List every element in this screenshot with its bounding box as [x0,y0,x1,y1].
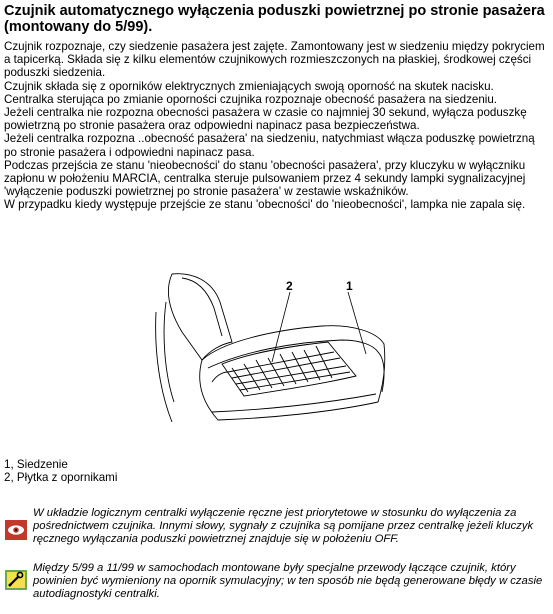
paragraph: Jeżeli centralka nie rozpozna obecności pasażera w czasie co najmniej 30 sekund, wyłącza poduszkę powietrzną po stronie pasażera oraz odpowiedni napinacz pasa bezpieczeństwa. [4,106,527,133]
paragraph: W przypadku kiedy występuje przejście ze stanu 'obecności' do 'nieobecności', lampka nie zapala się. [4,198,526,212]
note-manual-override: W układzie logicznym centralki wyłączenie ręczne jest priorytetowe w stosunku do wyłączenia za pośrednictwem czujnika. Innymi słowy, sygnały z czujnika są pomijane przez centralkę jeżeli kluczyk ręcznego wyłączania poduszki powietrznej znajduje się w położeniu OFF. [33,507,534,545]
wrench-note-icon [5,570,27,590]
paragraph: Podczas przejścia ze stanu 'nieobecności' do stanu 'obecności pasażera', przy kluczyku w wyłączniku zapłonu w położeniu MARCIA, centralka steruje pulsowaniem przez 4 sekundy lampki sygnalizacyjnej 'wyłączenie poduszki powietrznej po stronie pasażera' w zestawie wskaźników. [4,158,526,199]
page-title: Czujnik automatycznego wyłączenia poduszki powietrznej po stronie pasażera (montowany do 5/99). [4,3,545,35]
caption: 2, Płytka z opornikami [4,471,118,485]
paragraph: Centralka sterująca po zmianie oporności czujnika rozpoznaje obecność pasażera na siedzeniu. [4,92,498,106]
note-simulation-resistor: Między 5/99 a 11/99 w samochodach montowane były specjalne przewody łączące czujnik, który powinien być wymieniony na opornik symulacyjny; w ten sposób nie będą generowane błędy w czasie autodiagnostyki centralki. [33,562,543,600]
paragraph: Czujnik rozpoznaje, czy siedzenie pasażera jest zajęte. Zamontowany jest w siedzeniu między pokryciem a tapicerką. Składa się z kilku elementów czujnikowych rozmieszczonych na płaskiej, środkowej części poduszki siedzenia. [4,40,545,80]
paragraph: Czujnik składa się z oporników elektrycznych zmieniających swoją oporność na skutek nacisku. [4,79,494,93]
body-text [4,40,550,212]
caption: 1, Siedzenie [4,458,68,471]
callout-2: 2 [286,279,293,293]
paragraph: Jeżeli centralka rozpozna ..obecność pasażera' na siedzeniu, natychmiast włącza poduszkę powietrzną po stronie pasażera i odpowiedni napinacz pasa. [4,132,535,159]
seat-sensor-illustration [152,272,388,424]
figure-captions [4,458,304,485]
eye-warning-icon [5,520,27,540]
callout-1: 1 [346,279,353,293]
